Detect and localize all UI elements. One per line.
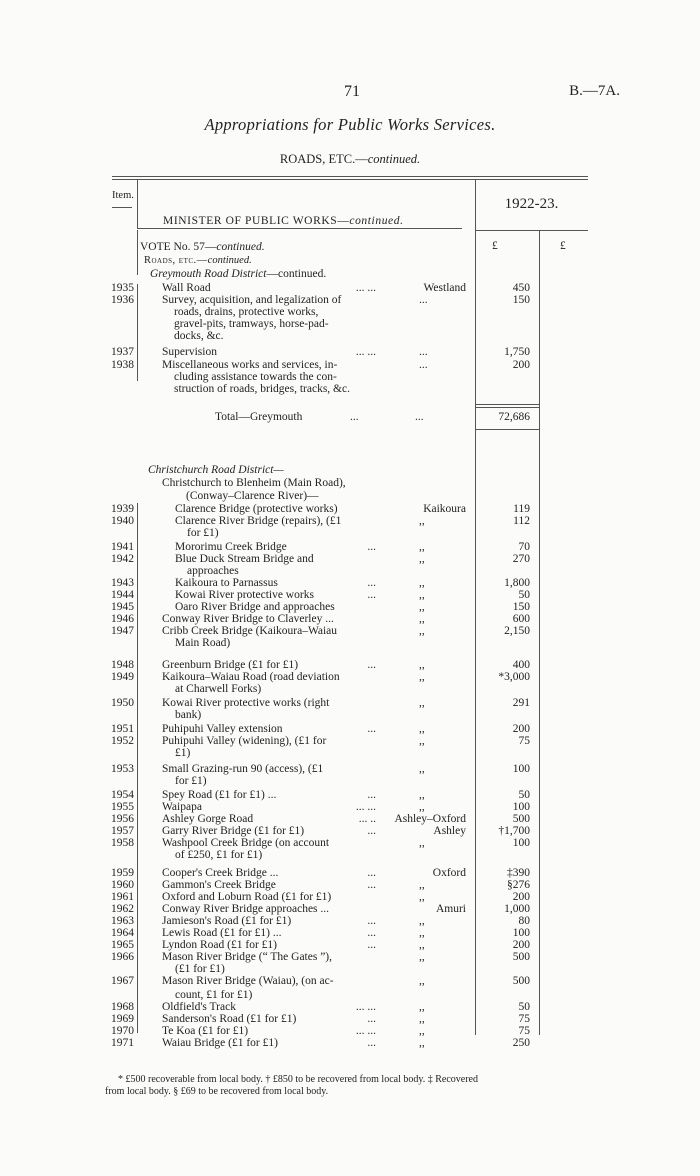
amount-value: 1,750 [504,346,530,358]
roads-heading: Roads, etc.—continued. [144,255,252,266]
amount-value: 80 [518,915,530,927]
item-description: docks, &c. [174,330,224,342]
total-value: 72,686 [498,411,530,423]
item-rule-b [137,503,138,1033]
amount-value: 75 [518,1025,530,1037]
item-description: Cribb Creek Bridge (Kaikoura–Waiau [162,625,338,637]
item-description: Main Road) [175,637,231,649]
item-description: Clarence River Bridge (repairs), (£1 [175,515,342,527]
county-district: ... [419,346,428,358]
county-district: ,, [419,577,425,589]
item-number: 1965 [111,939,134,951]
vote-bracket [137,230,138,275]
amount-value: 270 [512,553,530,565]
item-number: 1945 [111,601,134,613]
item-description: Miscellaneous works and services, in- [162,359,338,371]
county-district: ,, [419,541,425,553]
item-description: Conway River Bridge approaches ... [162,903,330,915]
dot-leader: ... ... [355,1001,376,1013]
item-description: Survey, acquisition, and legalization of [162,294,342,306]
amount-value: 112 [513,515,530,527]
item-number: 1944 [111,589,134,601]
page-number: 71 [344,83,360,100]
amount-value: 200 [512,939,530,951]
amount-value: 200 [512,359,530,371]
amount-value: 1,800 [504,577,530,589]
total-rule-top-2 [475,407,539,408]
county-district: ,, [419,927,425,939]
amount-value: 100 [512,801,530,813]
item-number: 1957 [111,825,134,837]
item-description: struction of roads, bridges, tracks, &c. [174,383,350,395]
amount-value: 75 [518,1013,530,1025]
item-number: 1952 [111,735,134,747]
amount-value: §276 [507,879,530,891]
year-header-rule [475,230,588,231]
page-title: Appropriations for Public Works Services. [204,115,496,134]
county-district: ,, [419,789,425,801]
amount-column-middle [539,230,540,1035]
county-district: ,, [419,879,425,891]
item-description: Garry River Bridge (£1 for £1) [162,825,305,837]
item-number: 1940 [111,515,134,527]
item-description: cluding assistance towards the con- [174,371,337,383]
item-number: 1946 [111,613,134,625]
item-number: 1955 [111,801,134,813]
county-district: ... [419,294,428,306]
greymouth-district-heading: Greymouth Road District—continued. [150,268,327,280]
dot-leader: ... [367,789,376,801]
route-heading-line1: Christchurch to Blenheim (Main Road), [162,477,346,489]
county-district: ,, [419,553,425,565]
dot-leader: ... [367,589,376,601]
county-district: ,, [419,601,425,613]
item-number: 1948 [111,659,134,671]
item-description: Kowai River protective works [175,589,314,601]
item-column-divider [137,180,138,228]
dot-leader: ... [367,867,376,879]
county-district: ,, [419,1001,425,1013]
amount-value: 50 [518,589,530,601]
amount-value: 50 [518,789,530,801]
item-description: count, £1 for £1) [175,989,253,1001]
item-number: 1963 [111,915,134,927]
item-number: 1943 [111,577,134,589]
footnote-line-1: * £500 recoverable from local body. † £850 to be recovered from local body. ‡ Recovered [118,1074,478,1085]
item-description: Sanderson's Road (£1 for £1) [162,1013,297,1025]
item-description: £1) [175,747,191,759]
total-label: Total—Greymouth [215,411,303,423]
item-number: 1964 [111,927,134,939]
dot-leader: ... [367,723,376,735]
item-description: Washpool Creek Bridge (on account [162,837,330,849]
amount-value: 150 [512,294,530,306]
item-description: Supervision [162,346,217,358]
amount-value: 500 [512,951,530,963]
item-description: Jamieson's Road (£1 for £1) [162,915,292,927]
county-district: ,, [419,915,425,927]
amount-value: 600 [512,613,530,625]
item-number: 1966 [111,951,134,963]
item-description: Blue Duck Stream Bridge and [175,553,314,565]
item-description: at Charwell Forks) [175,683,262,695]
total-leader: ... [350,411,359,423]
item-number: 1954 [111,789,134,801]
amount-value: 75 [518,735,530,747]
county-district: ,, [419,723,425,735]
year-column-header: 1922-23. [504,196,559,212]
item-description: Cooper's Creek Bridge ... [162,867,279,879]
amount-value: 400 [512,659,530,671]
amount-value: 100 [512,763,530,775]
item-description: approaches [187,565,239,577]
table-top-rule-2 [112,179,588,180]
amount-value: 500 [512,975,530,987]
item-description: Gammon's Creek Bridge [162,879,276,891]
county-district: Westland [423,282,466,294]
item-description: for £1) [175,775,207,787]
county-district: Oxford [432,867,466,879]
county-district: ,, [419,837,425,849]
item-description: Oldfield's Track [162,1001,236,1013]
amount-value: 119 [513,503,530,515]
item-number: 1960 [111,879,134,891]
item-number: 1958 [111,837,134,849]
footnote-line-2: from local body. § £69 to be recovered from local body. [105,1086,329,1097]
item-description: Ashley Gorge Road [162,813,254,825]
pound-symbol-2: £ [560,240,566,252]
item-number: 1970 [111,1025,134,1037]
item-description: Lyndon Road (£1 for £1) [162,939,277,951]
item-number: 1961 [111,891,134,903]
dot-leader: ... [367,1013,376,1025]
county-district: Amuri [435,903,466,915]
amount-value: 2,150 [504,625,530,637]
amount-value: 450 [512,282,530,294]
amount-value: 200 [512,723,530,735]
dot-leader: ... [367,1037,376,1049]
dot-leader: ... ... [355,346,376,358]
item-number: 1953 [111,763,134,775]
item-number: 1942 [111,553,134,565]
dot-leader: ... ... [355,282,376,294]
county-district: ,, [419,697,425,709]
amount-value: 50 [518,1001,530,1013]
item-description: Conway River Bridge to Claverley ... [162,613,334,625]
item-number: 1935 [111,282,134,294]
total-rule-bottom [475,429,539,430]
total-rule-top [475,404,539,405]
dot-leader: ... [367,577,376,589]
item-description: Oxford and Loburn Road (£1 for £1) [162,891,332,903]
item-description: for £1) [187,527,219,539]
item-description: Spey Road (£1 for £1) ... [162,789,277,801]
dot-leader: ... [367,915,376,927]
item-description: (£1 for £1) [175,963,225,975]
county-district: ,, [419,671,425,683]
item-description: Kowai River protective works (right [162,697,330,709]
item-description: Waipapa [162,801,202,813]
item-number: 1971 [111,1037,134,1049]
dot-leader: ... [367,927,376,939]
amount-value: 250 [512,1037,530,1049]
dot-leader: ... [367,659,376,671]
item-number: 1956 [111,813,134,825]
item-description: roads, drains, protective works, [174,306,319,318]
amount-value: 291 [512,697,530,709]
item-description: Kaikoura to Parnassus [175,577,278,589]
item-description: Kaikoura–Waiau Road (road deviation [162,671,340,683]
ministry-heading: MINISTER OF PUBLIC WORKS—continued. [163,215,404,227]
route-heading-line2: (Conway–Clarence River)— [186,490,319,502]
county-district: Ashley [433,825,466,837]
amount-value: 100 [512,837,530,849]
county-district: ,, [419,939,425,951]
item-number: 1969 [111,1013,134,1025]
dot-leader: ... [367,879,376,891]
dot-leader: ... ... [355,1025,376,1037]
county-district: ,, [419,891,425,903]
item-number: 1941 [111,541,134,553]
dot-leader: ... [367,825,376,837]
item-description: Waiau Bridge (£1 for £1) [162,1037,278,1049]
amount-value: *3,000 [498,671,530,683]
item-description: bank) [175,709,202,721]
item-rule-a [137,284,138,381]
item-description: of £250, £1 for £1) [175,849,263,861]
item-number: 1947 [111,625,134,637]
county-district: ,, [419,801,425,813]
county-district: ,, [419,951,425,963]
item-number: 1967 [111,975,134,987]
item-description: Wall Road [162,282,211,294]
item-description: Small Grazing-run 90 (access), (£1 [162,763,324,775]
amount-value: †1,700 [498,825,530,837]
table-top-rule [112,176,588,177]
county-district: Ashley–Oxford [394,813,466,825]
amount-value: 150 [512,601,530,613]
vote-heading: VOTE No. 57—continued. [140,241,265,253]
item-number: 1938 [111,359,134,371]
item-header-rule [112,207,132,208]
header-underline [137,228,462,229]
document-reference: B.—7A. [569,83,620,99]
item-number: 1962 [111,903,134,915]
dot-leader: ... .. [358,813,376,825]
item-description: Mororimu Creek Bridge [175,541,287,553]
pound-symbol-1: £ [492,240,498,252]
section-subtitle: ROADS, ETC.—continued. [279,152,421,166]
county-district: ,, [419,1013,425,1025]
amount-value: 100 [512,927,530,939]
amount-value: ‡390 [507,867,530,879]
amount-value: 1,000 [504,903,530,915]
christchurch-district-heading: Christchurch Road District— [148,464,284,476]
item-number: 1950 [111,697,134,709]
item-description: Clarence Bridge (protective works) [175,503,338,515]
county-district: ... [419,359,428,371]
item-description: Te Koa (£1 for £1) [162,1025,249,1037]
county-district: ,, [419,625,425,637]
dot-leader: ... ... [355,801,376,813]
county-district: ,, [419,515,425,527]
total-leader-2: ... [415,411,424,423]
item-number: 1949 [111,671,134,683]
item-description: Lewis Road (£1 for £1) ... [162,927,282,939]
item-number: 1959 [111,867,134,879]
amount-value: 500 [512,813,530,825]
county-district: ,, [419,735,425,747]
item-number: 1936 [111,294,134,306]
amount-value: 200 [512,891,530,903]
item-number: 1939 [111,503,134,515]
item-description: Puhipuhi Valley extension [162,723,283,735]
item-description: gravel-pits, tramways, horse-pad- [174,318,329,330]
county-district: ,, [419,1025,425,1037]
county-district: ,, [419,659,425,671]
county-district: ,, [419,975,425,987]
county-district: Kaikoura [423,503,466,515]
item-number: 1937 [111,346,134,358]
item-description: Mason River Bridge (Waiau), (on ac- [162,975,334,987]
amount-value: 70 [518,541,530,553]
item-column-header: Item. [112,190,134,201]
county-district: ,, [419,613,425,625]
county-district: ,, [419,763,425,775]
item-description: Oaro River Bridge and approaches [175,601,335,613]
item-description: Puhipuhi Valley (widening), (£1 for [162,735,327,747]
county-district: ,, [419,589,425,601]
dot-leader: ... [367,939,376,951]
item-number: 1951 [111,723,134,735]
dot-leader: ... [367,541,376,553]
item-number: 1968 [111,1001,134,1013]
item-description: Greenburn Bridge (£1 for £1) [162,659,299,671]
item-description: Mason River Bridge (“ The Gates ”), [162,951,333,963]
county-district: ,, [419,1037,425,1049]
